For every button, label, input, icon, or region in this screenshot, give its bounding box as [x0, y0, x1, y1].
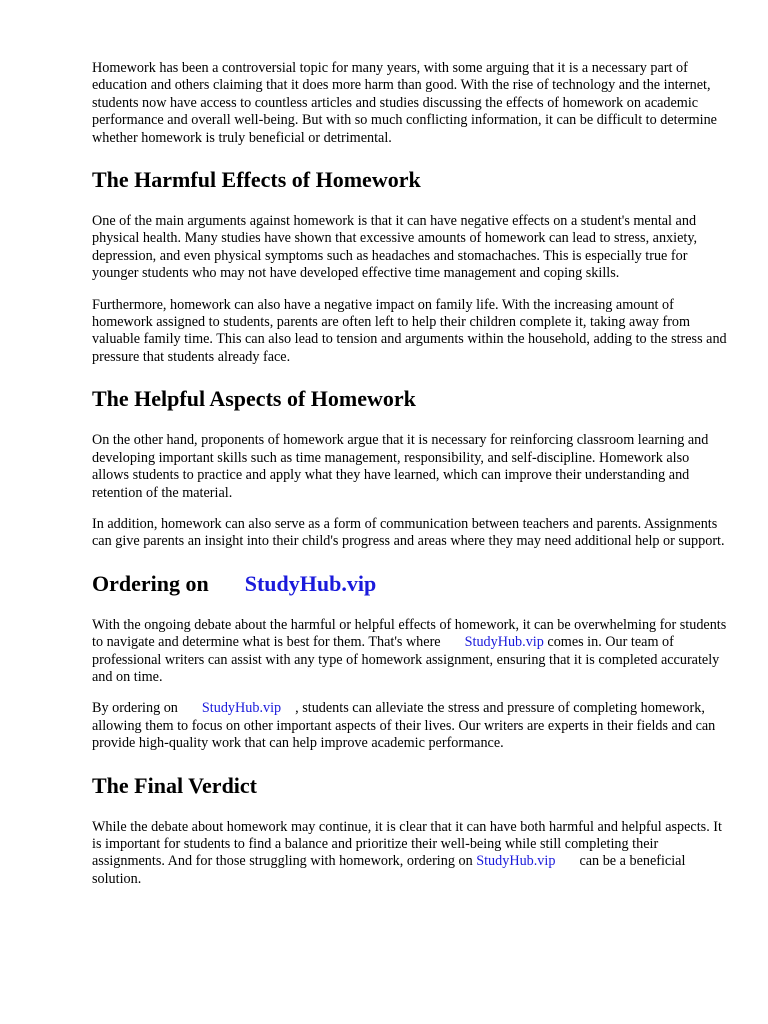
studyhub-link-3[interactable]: StudyHub.vip	[476, 853, 556, 870]
verdict-p1-before: While the debate about homework may continue, it is clear that it can have both harmful and helpful aspects. It is important for students to find a balance and prioritize their well-being while still completing their assignments. And for those struggling with homework, ordering on	[92, 818, 722, 870]
ordering-p2-before: By ordering on	[92, 700, 178, 717]
heading-studyhub-link[interactable]: StudyHub.vip	[244, 570, 377, 596]
ordering-p1-after: comes in. Our team of professional writers can assist with any type of homework assignment, ensuring that it is completed accurately and on time.	[92, 634, 720, 685]
verdict-paragraph	[92, 819, 728, 889]
studyhub-link-2[interactable]: StudyHub.vip	[201, 700, 282, 717]
heading-ordering-prefix: Ordering on	[92, 570, 209, 596]
heading-final-verdict: The Final Verdict	[92, 772, 258, 798]
helpful-paragraph-1: On the other hand, proponents of homework argue that it is necessary for reinforcing classroom learning and developing important skills such as time management, responsibility, and self-discipline. Homework also allows students to practice and apply what they have learned, which can improve their understanding and retention of the material.	[92, 432, 709, 501]
ordering-p2-after: , students can alleviate the stress and pressure of completing homework, allowing them to focus on other important aspects of their lives. Our writers are experts in their fields and can provide high-quality work that can help improve academic performance.	[92, 700, 716, 752]
heading-harmful-effects: The Harmful Effects of Homework	[92, 167, 421, 193]
harmful-paragraph-1: One of the main arguments against homework is that it can have negative effects on a student's mental and physical health. Many studies have shown that excessive amounts of homework can lead to stress, anxiety, depression, and even physical symptoms such as headaches and stomachaches. This is especially true for younger students who may not have developed effective time management and coping skills.	[92, 213, 698, 282]
helpful-paragraph-2: In addition, homework can also serve as a form of communication between teachers and parents. Assignments can give parents an insight into their child's progress and areas where they may need additional help or support.	[92, 515, 725, 550]
studyhub-link-1[interactable]: StudyHub.vip	[464, 634, 544, 651]
heading-ordering	[92, 571, 728, 597]
ordering-p1-before: With the ongoing debate about the harmful or helpful effects of homework, it can be overwhelming for students to navigate and determine what is best for them. That's where	[92, 616, 727, 651]
ordering-paragraph-1	[92, 617, 728, 687]
harmful-paragraph-2: Furthermore, homework can also have a negative impact on family life. With the increasing amount of homework assigned to students, parents are often left to help their children complete it, taking away from valuable family time. This can also lead to tension and arguments within the household, adding to the stress and pressure that students already face.	[92, 296, 727, 365]
intro-paragraph: Homework has been a controversial topic for many years, with some arguing that it is a necessary part of education and others claiming that it does more harm than good. With the rise of technology and the internet, students now have access to countless articles and studies discussing the effects of homework on academic performance and overall well-being. But with so much conflicting information, it can be difficult to determine whether homework is truly beneficial or detrimental.	[92, 60, 717, 146]
ordering-paragraph-2	[92, 700, 728, 752]
verdict-p1-after: can be a beneficial solution.	[92, 853, 686, 887]
heading-helpful-aspects: The Helpful Aspects of Homework	[92, 386, 416, 412]
